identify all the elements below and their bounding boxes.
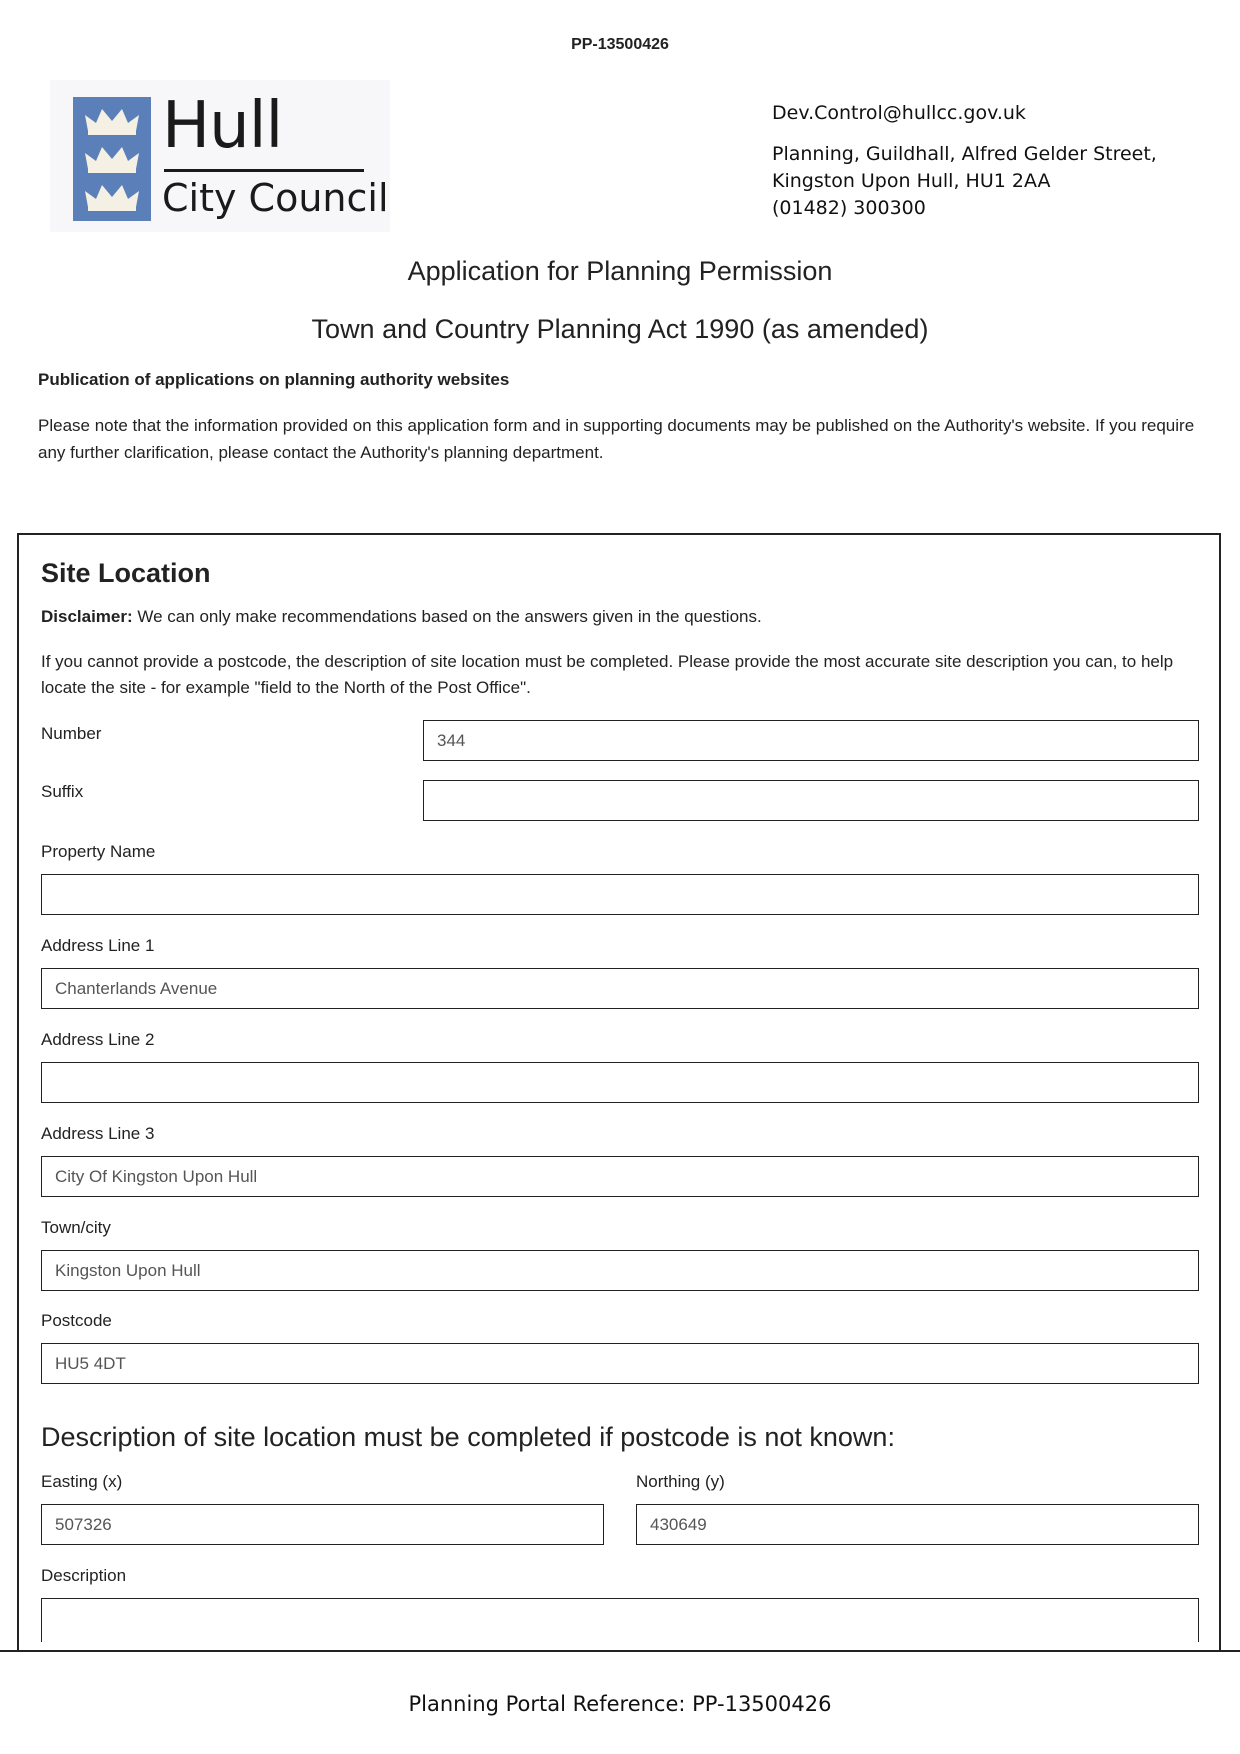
publication-heading: Publication of applications on planning authority websites xyxy=(38,370,510,389)
disclaimer-text: We can only make recommendations based on the answers given in the questions. xyxy=(132,607,762,626)
address-line-2-field[interactable] xyxy=(41,1062,1199,1103)
logo-text-hull: Hull xyxy=(162,89,283,163)
address-line-3-field[interactable]: City Of Kingston Upon Hull xyxy=(41,1156,1199,1197)
hull-city-council-logo xyxy=(50,80,390,232)
town-city-label: Town/city xyxy=(41,1218,111,1237)
crest-icon xyxy=(73,97,151,221)
document-reference: PP-13500426 xyxy=(571,36,669,53)
address-line-3-label: Address Line 3 xyxy=(41,1124,155,1143)
contact-address-line1: Planning, Guildhall, Alfred Gelder Street, xyxy=(772,143,1157,165)
footer-reference: Planning Portal Reference: PP-13500426 xyxy=(408,1692,832,1716)
property-name-label: Property Name xyxy=(41,842,156,861)
page-title: Application for Planning Permission xyxy=(407,256,833,286)
northing-label: Northing (y) xyxy=(636,1472,725,1491)
site-location-heading: Site Location xyxy=(41,558,211,588)
number-label: Number xyxy=(41,724,102,743)
disclaimer-label: Disclaimer: xyxy=(41,607,133,626)
postcode-field[interactable]: HU5 4DT xyxy=(41,1343,1199,1384)
address-line-2-label: Address Line 2 xyxy=(41,1030,155,1049)
logo-text-city-council: City Council xyxy=(162,176,389,220)
page-subtitle: Town and Country Planning Act 1990 (as amended) xyxy=(311,314,929,344)
postcode-label: Postcode xyxy=(41,1311,112,1330)
address-line-1-field[interactable]: Chanterlands Avenue xyxy=(41,968,1199,1009)
number-field[interactable]: 344 xyxy=(423,720,1199,761)
easting-label: Easting (x) xyxy=(41,1472,123,1491)
contact-block xyxy=(772,100,1157,222)
site-location-instructions: If you cannot provide a postcode, the description of site location must be completed. Please provide the most accurate site description you can, to help locate the site - for example "field to the North of the Post Office". xyxy=(41,652,1174,697)
logo-divider xyxy=(164,169,364,172)
suffix-field[interactable] xyxy=(423,780,1199,821)
description-heading: Description of site location must be completed if postcode is not known: xyxy=(41,1422,895,1452)
contact-address-line2: Kingston Upon Hull, HU1 2AA xyxy=(772,170,1051,192)
northing-field[interactable]: 430649 xyxy=(636,1504,1199,1545)
description-field[interactable] xyxy=(41,1598,1199,1642)
address-line-1-label: Address Line 1 xyxy=(41,936,155,955)
publication-text: Please note that the information provided on this application form and in supporting documents may be published on the Authority's website. If you require any further clarification, please contact the Authority's planning department. xyxy=(38,416,1195,462)
description-label: Description xyxy=(41,1566,127,1585)
disclaimer xyxy=(41,607,762,627)
town-city-field[interactable]: Kingston Upon Hull xyxy=(41,1250,1199,1291)
suffix-label: Suffix xyxy=(41,782,84,801)
contact-phone: (01482) 300300 xyxy=(772,197,926,219)
contact-email: Dev.Control@hullcc.gov.uk xyxy=(772,102,1026,124)
property-name-field[interactable] xyxy=(41,874,1199,915)
easting-field[interactable]: 507326 xyxy=(41,1504,604,1545)
page-divider xyxy=(0,1650,1240,1652)
